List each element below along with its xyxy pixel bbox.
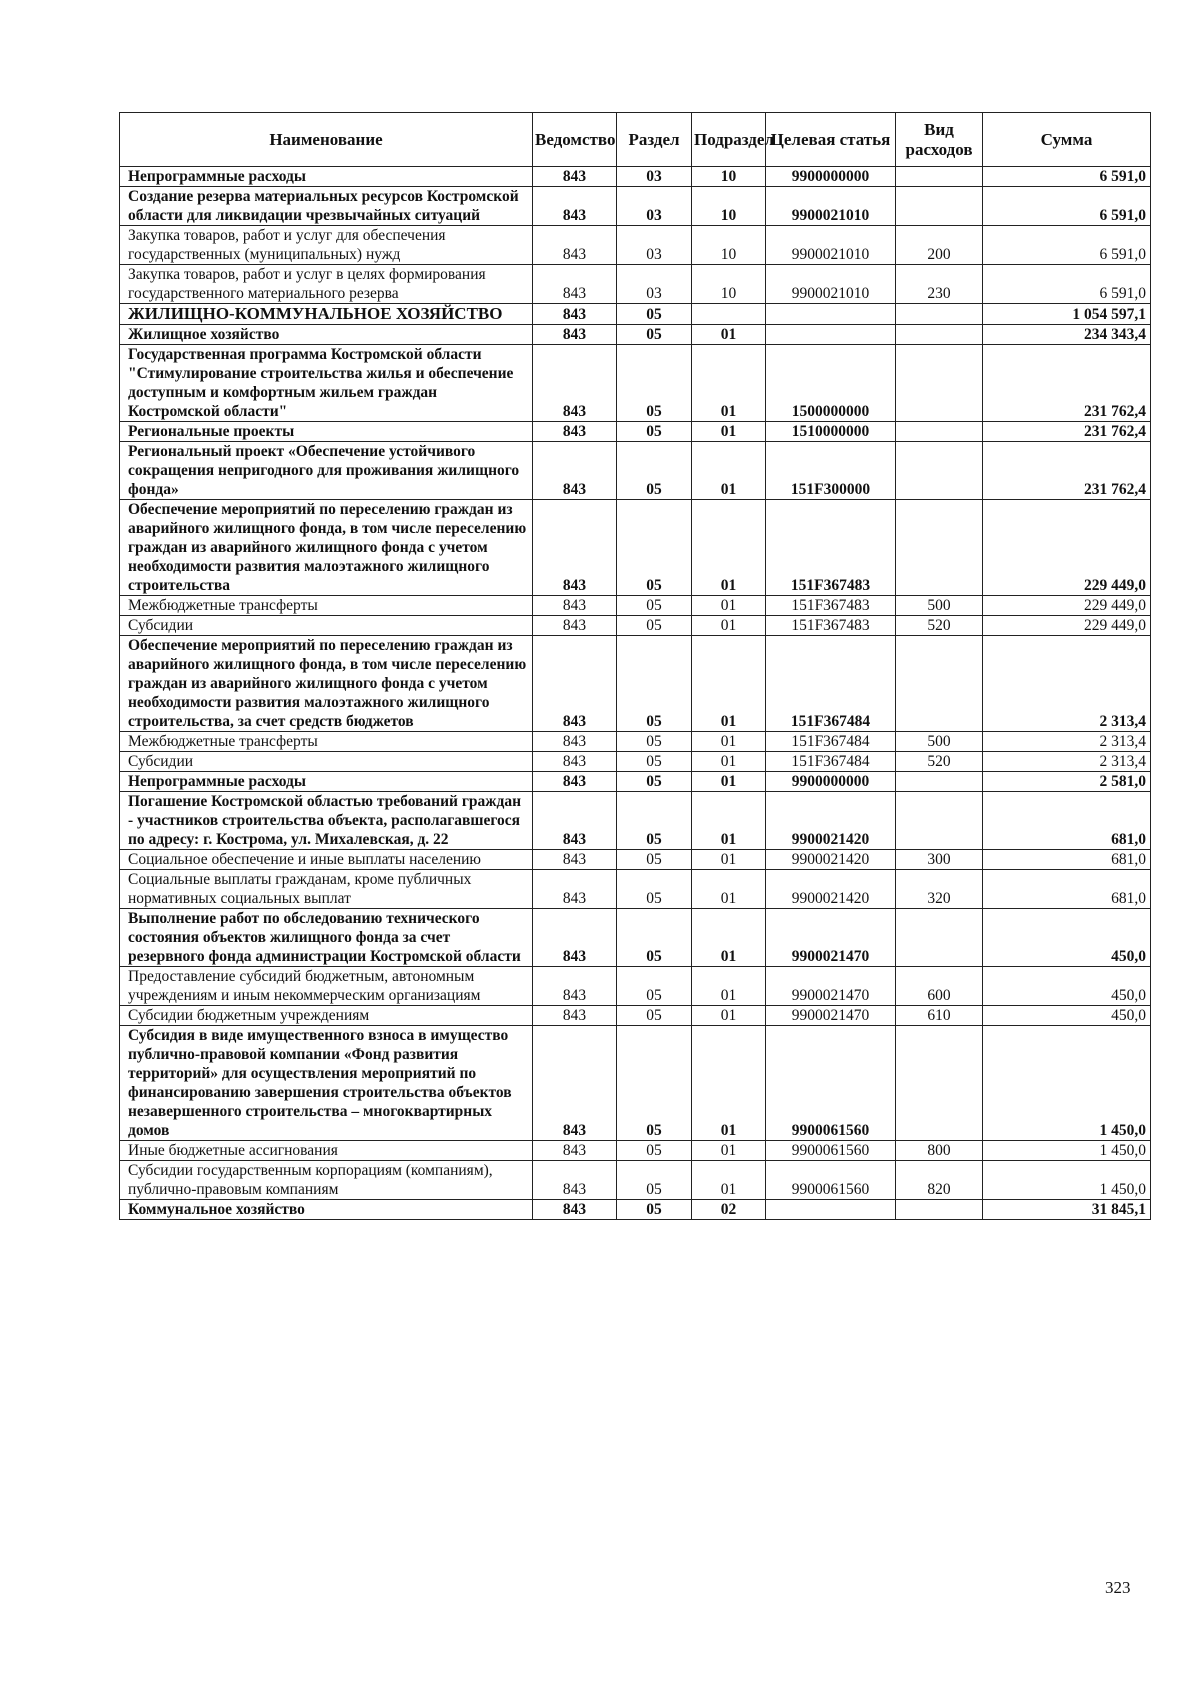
cell-dept: 843	[533, 616, 617, 636]
cell-amount: 1 450,0	[983, 1161, 1151, 1200]
cell-dept: 843	[533, 422, 617, 442]
cell-type	[896, 500, 983, 596]
table-row	[120, 909, 1151, 967]
cell-amount: 31 845,1	[983, 1200, 1151, 1220]
cell-dept: 843	[533, 442, 617, 500]
cell-amount: 2 313,4	[983, 752, 1151, 772]
cell-type: 520	[896, 616, 983, 636]
cell-name: Межбюджетные трансферты	[120, 732, 533, 752]
cell-subsection: 01	[692, 772, 766, 792]
cell-target: 9900061560	[766, 1161, 896, 1200]
table-row	[120, 1006, 1151, 1026]
cell-section: 05	[617, 325, 692, 345]
cell-subsection: 01	[692, 1141, 766, 1161]
cell-subsection: 01	[692, 616, 766, 636]
cell-amount: 450,0	[983, 909, 1151, 967]
cell-dept: 843	[533, 345, 617, 422]
cell-amount: 2 313,4	[983, 732, 1151, 752]
table-row	[120, 1200, 1151, 1220]
cell-dept: 843	[533, 167, 617, 187]
cell-target: 9900021420	[766, 792, 896, 850]
cell-target: 151F367483	[766, 596, 896, 616]
cell-dept: 843	[533, 1006, 617, 1026]
cell-subsection: 10	[692, 226, 766, 265]
header-section: Раздел	[617, 113, 692, 167]
cell-type	[896, 345, 983, 422]
cell-target: 151F367484	[766, 636, 896, 732]
cell-target	[766, 325, 896, 345]
cell-subsection: 01	[692, 345, 766, 422]
cell-type	[896, 1200, 983, 1220]
cell-name: Непрограммные расходы	[120, 167, 533, 187]
table-row	[120, 596, 1151, 616]
cell-name: Субсидии государственным корпорациям (компаниям), публично-правовым компаниям	[120, 1161, 533, 1200]
cell-type	[896, 325, 983, 345]
cell-dept: 843	[533, 772, 617, 792]
cell-name: Межбюджетные трансферты	[120, 596, 533, 616]
table-row	[120, 792, 1151, 850]
cell-section: 03	[617, 187, 692, 226]
cell-amount: 450,0	[983, 1006, 1151, 1026]
cell-type	[896, 442, 983, 500]
table-row	[120, 167, 1151, 187]
cell-dept: 843	[533, 752, 617, 772]
cell-section: 05	[617, 909, 692, 967]
table-row	[120, 226, 1151, 265]
table-row	[120, 772, 1151, 792]
cell-section: 05	[617, 1026, 692, 1141]
cell-dept: 843	[533, 187, 617, 226]
table-row	[120, 422, 1151, 442]
cell-section: 05	[617, 1200, 692, 1220]
cell-subsection: 02	[692, 1200, 766, 1220]
table-row	[120, 636, 1151, 732]
cell-target: 9900061560	[766, 1026, 896, 1141]
cell-name: Предоставление субсидий бюджетным, автономным учреждениям и иным некоммерческим организациям	[120, 967, 533, 1006]
cell-type: 800	[896, 1141, 983, 1161]
cell-name: Социальное обеспечение и иные выплаты населению	[120, 850, 533, 870]
cell-amount: 1 450,0	[983, 1026, 1151, 1141]
cell-subsection: 01	[692, 636, 766, 732]
table-row	[120, 1141, 1151, 1161]
table-row	[120, 1026, 1151, 1141]
table-row	[120, 325, 1151, 345]
table-row	[120, 870, 1151, 909]
header-target: Целевая статья	[766, 113, 896, 167]
cell-dept: 843	[533, 265, 617, 304]
cell-dept: 843	[533, 596, 617, 616]
cell-section: 05	[617, 732, 692, 752]
cell-dept: 843	[533, 1161, 617, 1200]
cell-target: 9900021010	[766, 226, 896, 265]
cell-target: 9900021470	[766, 967, 896, 1006]
cell-subsection: 01	[692, 1161, 766, 1200]
budget-table	[119, 112, 1151, 1220]
cell-target: 151F367484	[766, 732, 896, 752]
cell-section: 03	[617, 226, 692, 265]
cell-target: 9900021470	[766, 1006, 896, 1026]
cell-dept: 843	[533, 325, 617, 345]
cell-amount: 234 343,4	[983, 325, 1151, 345]
cell-type: 600	[896, 967, 983, 1006]
cell-target: 9900021420	[766, 850, 896, 870]
cell-section: 05	[617, 772, 692, 792]
cell-subsection: 01	[692, 422, 766, 442]
cell-amount: 231 762,4	[983, 345, 1151, 422]
cell-section: 03	[617, 265, 692, 304]
cell-target: 151F367484	[766, 752, 896, 772]
cell-target: 9900021010	[766, 187, 896, 226]
cell-name: Обеспечение мероприятий по переселению граждан из аварийного жилищного фонда, в том числе переселению граждан из аварийного жилищного фонда с учетом необходимости развития малоэтажного жилищного строительства, за счет средств бюджетов	[120, 636, 533, 732]
cell-target: 9900021470	[766, 909, 896, 967]
cell-dept: 843	[533, 304, 617, 325]
cell-name: Жилищное хозяйство	[120, 325, 533, 345]
cell-subsection: 10	[692, 265, 766, 304]
cell-name: Выполнение работ по обследованию технического состояния объектов жилищного фонда за счет резервного фонда администрации Костромской области	[120, 909, 533, 967]
cell-name: Закупка товаров, работ и услуг для обеспечения государственных (муниципальных) нужд	[120, 226, 533, 265]
cell-section: 03	[617, 167, 692, 187]
table-row	[120, 187, 1151, 226]
cell-subsection: 01	[692, 325, 766, 345]
table-body	[120, 167, 1151, 1220]
cell-type	[896, 792, 983, 850]
cell-subsection: 01	[692, 792, 766, 850]
cell-target: 1500000000	[766, 345, 896, 422]
cell-subsection: 01	[692, 442, 766, 500]
cell-name: Обеспечение мероприятий по переселению граждан из аварийного жилищного фонда, в том числе переселению граждан из аварийного жилищного фонда с учетом необходимости развития малоэтажного жилищного строительства	[120, 500, 533, 596]
cell-subsection: 01	[692, 596, 766, 616]
cell-type	[896, 304, 983, 325]
cell-section: 05	[617, 870, 692, 909]
cell-dept: 843	[533, 636, 617, 732]
cell-amount: 681,0	[983, 850, 1151, 870]
cell-type	[896, 1026, 983, 1141]
table-row	[120, 442, 1151, 500]
cell-target: 151F367483	[766, 616, 896, 636]
cell-amount: 450,0	[983, 967, 1151, 1006]
cell-name: Субсидия в виде имущественного взноса в имущество публично-правовой компании «Фонд развития территорий» для осуществления мероприятий по финансированию завершения строительства объектов незавершенного строительства – многоквартирных домов	[120, 1026, 533, 1141]
table-row	[120, 752, 1151, 772]
cell-section: 05	[617, 304, 692, 325]
cell-subsection: 01	[692, 967, 766, 1006]
header-name: Наименование	[120, 113, 533, 167]
cell-type: 200	[896, 226, 983, 265]
cell-amount: 1 054 597,1	[983, 304, 1151, 325]
cell-target: 151F300000	[766, 442, 896, 500]
cell-type	[896, 909, 983, 967]
cell-type: 820	[896, 1161, 983, 1200]
cell-type: 610	[896, 1006, 983, 1026]
cell-subsection	[692, 304, 766, 325]
table-row	[120, 616, 1151, 636]
cell-amount: 6 591,0	[983, 265, 1151, 304]
cell-dept: 843	[533, 967, 617, 1006]
cell-type: 230	[896, 265, 983, 304]
cell-dept: 843	[533, 1026, 617, 1141]
cell-subsection: 01	[692, 1006, 766, 1026]
cell-subsection: 01	[692, 870, 766, 909]
cell-subsection: 10	[692, 187, 766, 226]
cell-target: 9900061560	[766, 1141, 896, 1161]
cell-name: Государственная программа Костромской области "Стимулирование строительства жилья и обеспечение доступным и комфортным жильем граждан Костромской области"	[120, 345, 533, 422]
cell-section: 05	[617, 596, 692, 616]
cell-target: 9900000000	[766, 772, 896, 792]
cell-amount: 6 591,0	[983, 226, 1151, 265]
table-row	[120, 1161, 1151, 1200]
table-row	[120, 732, 1151, 752]
cell-section: 05	[617, 442, 692, 500]
cell-subsection: 01	[692, 732, 766, 752]
cell-dept: 843	[533, 1200, 617, 1220]
cell-target: 1510000000	[766, 422, 896, 442]
cell-type	[896, 167, 983, 187]
cell-name: ЖИЛИЩНО-КОММУНАЛЬНОЕ ХОЗЯЙСТВО	[120, 304, 533, 325]
cell-dept: 843	[533, 732, 617, 752]
table-header-row	[120, 113, 1151, 167]
cell-target: 9900000000	[766, 167, 896, 187]
cell-amount: 231 762,4	[983, 442, 1151, 500]
cell-type: 500	[896, 732, 983, 752]
cell-amount: 229 449,0	[983, 500, 1151, 596]
cell-name: Региональный проект «Обеспечение устойчивого сокращения непригодного для проживания жилищного фонда»	[120, 442, 533, 500]
cell-name: Социальные выплаты гражданам, кроме публичных нормативных социальных выплат	[120, 870, 533, 909]
table-row	[120, 345, 1151, 422]
header-type: Вид расходов	[896, 113, 983, 167]
cell-dept: 843	[533, 850, 617, 870]
header-dept: Ведомство	[533, 113, 617, 167]
cell-section: 05	[617, 636, 692, 732]
cell-subsection: 01	[692, 909, 766, 967]
cell-dept: 843	[533, 792, 617, 850]
cell-type: 300	[896, 850, 983, 870]
cell-amount: 6 591,0	[983, 187, 1151, 226]
table-row	[120, 850, 1151, 870]
cell-section: 05	[617, 792, 692, 850]
cell-section: 05	[617, 967, 692, 1006]
cell-name: Закупка товаров, работ и услуг в целях формирования государственного материального резерва	[120, 265, 533, 304]
cell-name: Субсидии	[120, 616, 533, 636]
cell-type: 520	[896, 752, 983, 772]
cell-amount: 229 449,0	[983, 616, 1151, 636]
cell-subsection: 01	[692, 752, 766, 772]
cell-amount: 231 762,4	[983, 422, 1151, 442]
cell-target	[766, 1200, 896, 1220]
cell-amount: 2 581,0	[983, 772, 1151, 792]
cell-name: Непрограммные расходы	[120, 772, 533, 792]
cell-dept: 843	[533, 909, 617, 967]
cell-name: Создание резерва материальных ресурсов Костромской области для ликвидации чрезвычайных ситуаций	[120, 187, 533, 226]
cell-name: Коммунальное хозяйство	[120, 1200, 533, 1220]
header-subsection: Подраздел	[692, 113, 766, 167]
cell-target	[766, 304, 896, 325]
cell-amount: 1 450,0	[983, 1141, 1151, 1161]
cell-type: 500	[896, 596, 983, 616]
cell-amount: 2 313,4	[983, 636, 1151, 732]
cell-type	[896, 422, 983, 442]
cell-section: 05	[617, 345, 692, 422]
cell-section: 05	[617, 500, 692, 596]
page-number: 323	[1105, 1578, 1131, 1597]
cell-subsection: 01	[692, 850, 766, 870]
cell-name: Иные бюджетные ассигнования	[120, 1141, 533, 1161]
cell-type	[896, 636, 983, 732]
cell-target: 9900021420	[766, 870, 896, 909]
cell-target: 151F367483	[766, 500, 896, 596]
table-row	[120, 500, 1151, 596]
table-row	[120, 304, 1151, 325]
cell-target: 9900021010	[766, 265, 896, 304]
cell-dept: 843	[533, 870, 617, 909]
cell-subsection: 01	[692, 500, 766, 596]
cell-dept: 843	[533, 1141, 617, 1161]
cell-amount: 229 449,0	[983, 596, 1151, 616]
cell-section: 05	[617, 616, 692, 636]
cell-section: 05	[617, 1161, 692, 1200]
cell-section: 05	[617, 1141, 692, 1161]
cell-subsection: 01	[692, 1026, 766, 1141]
cell-amount: 681,0	[983, 792, 1151, 850]
cell-dept: 843	[533, 500, 617, 596]
cell-section: 05	[617, 752, 692, 772]
cell-name: Региональные проекты	[120, 422, 533, 442]
cell-section: 05	[617, 850, 692, 870]
cell-amount: 6 591,0	[983, 167, 1151, 187]
cell-amount: 681,0	[983, 870, 1151, 909]
cell-name: Субсидии бюджетным учреждениям	[120, 1006, 533, 1026]
cell-subsection: 10	[692, 167, 766, 187]
table-row	[120, 265, 1151, 304]
table-row	[120, 967, 1151, 1006]
cell-section: 05	[617, 422, 692, 442]
cell-name: Субсидии	[120, 752, 533, 772]
cell-dept: 843	[533, 226, 617, 265]
header-amount: Сумма	[983, 113, 1151, 167]
cell-type: 320	[896, 870, 983, 909]
cell-type	[896, 187, 983, 226]
cell-type	[896, 772, 983, 792]
cell-name: Погашение Костромской областью требований граждан - участников строительства объекта, располагавшегося по адресу: г. Кострома, ул. Михалевская, д. 22	[120, 792, 533, 850]
cell-section: 05	[617, 1006, 692, 1026]
